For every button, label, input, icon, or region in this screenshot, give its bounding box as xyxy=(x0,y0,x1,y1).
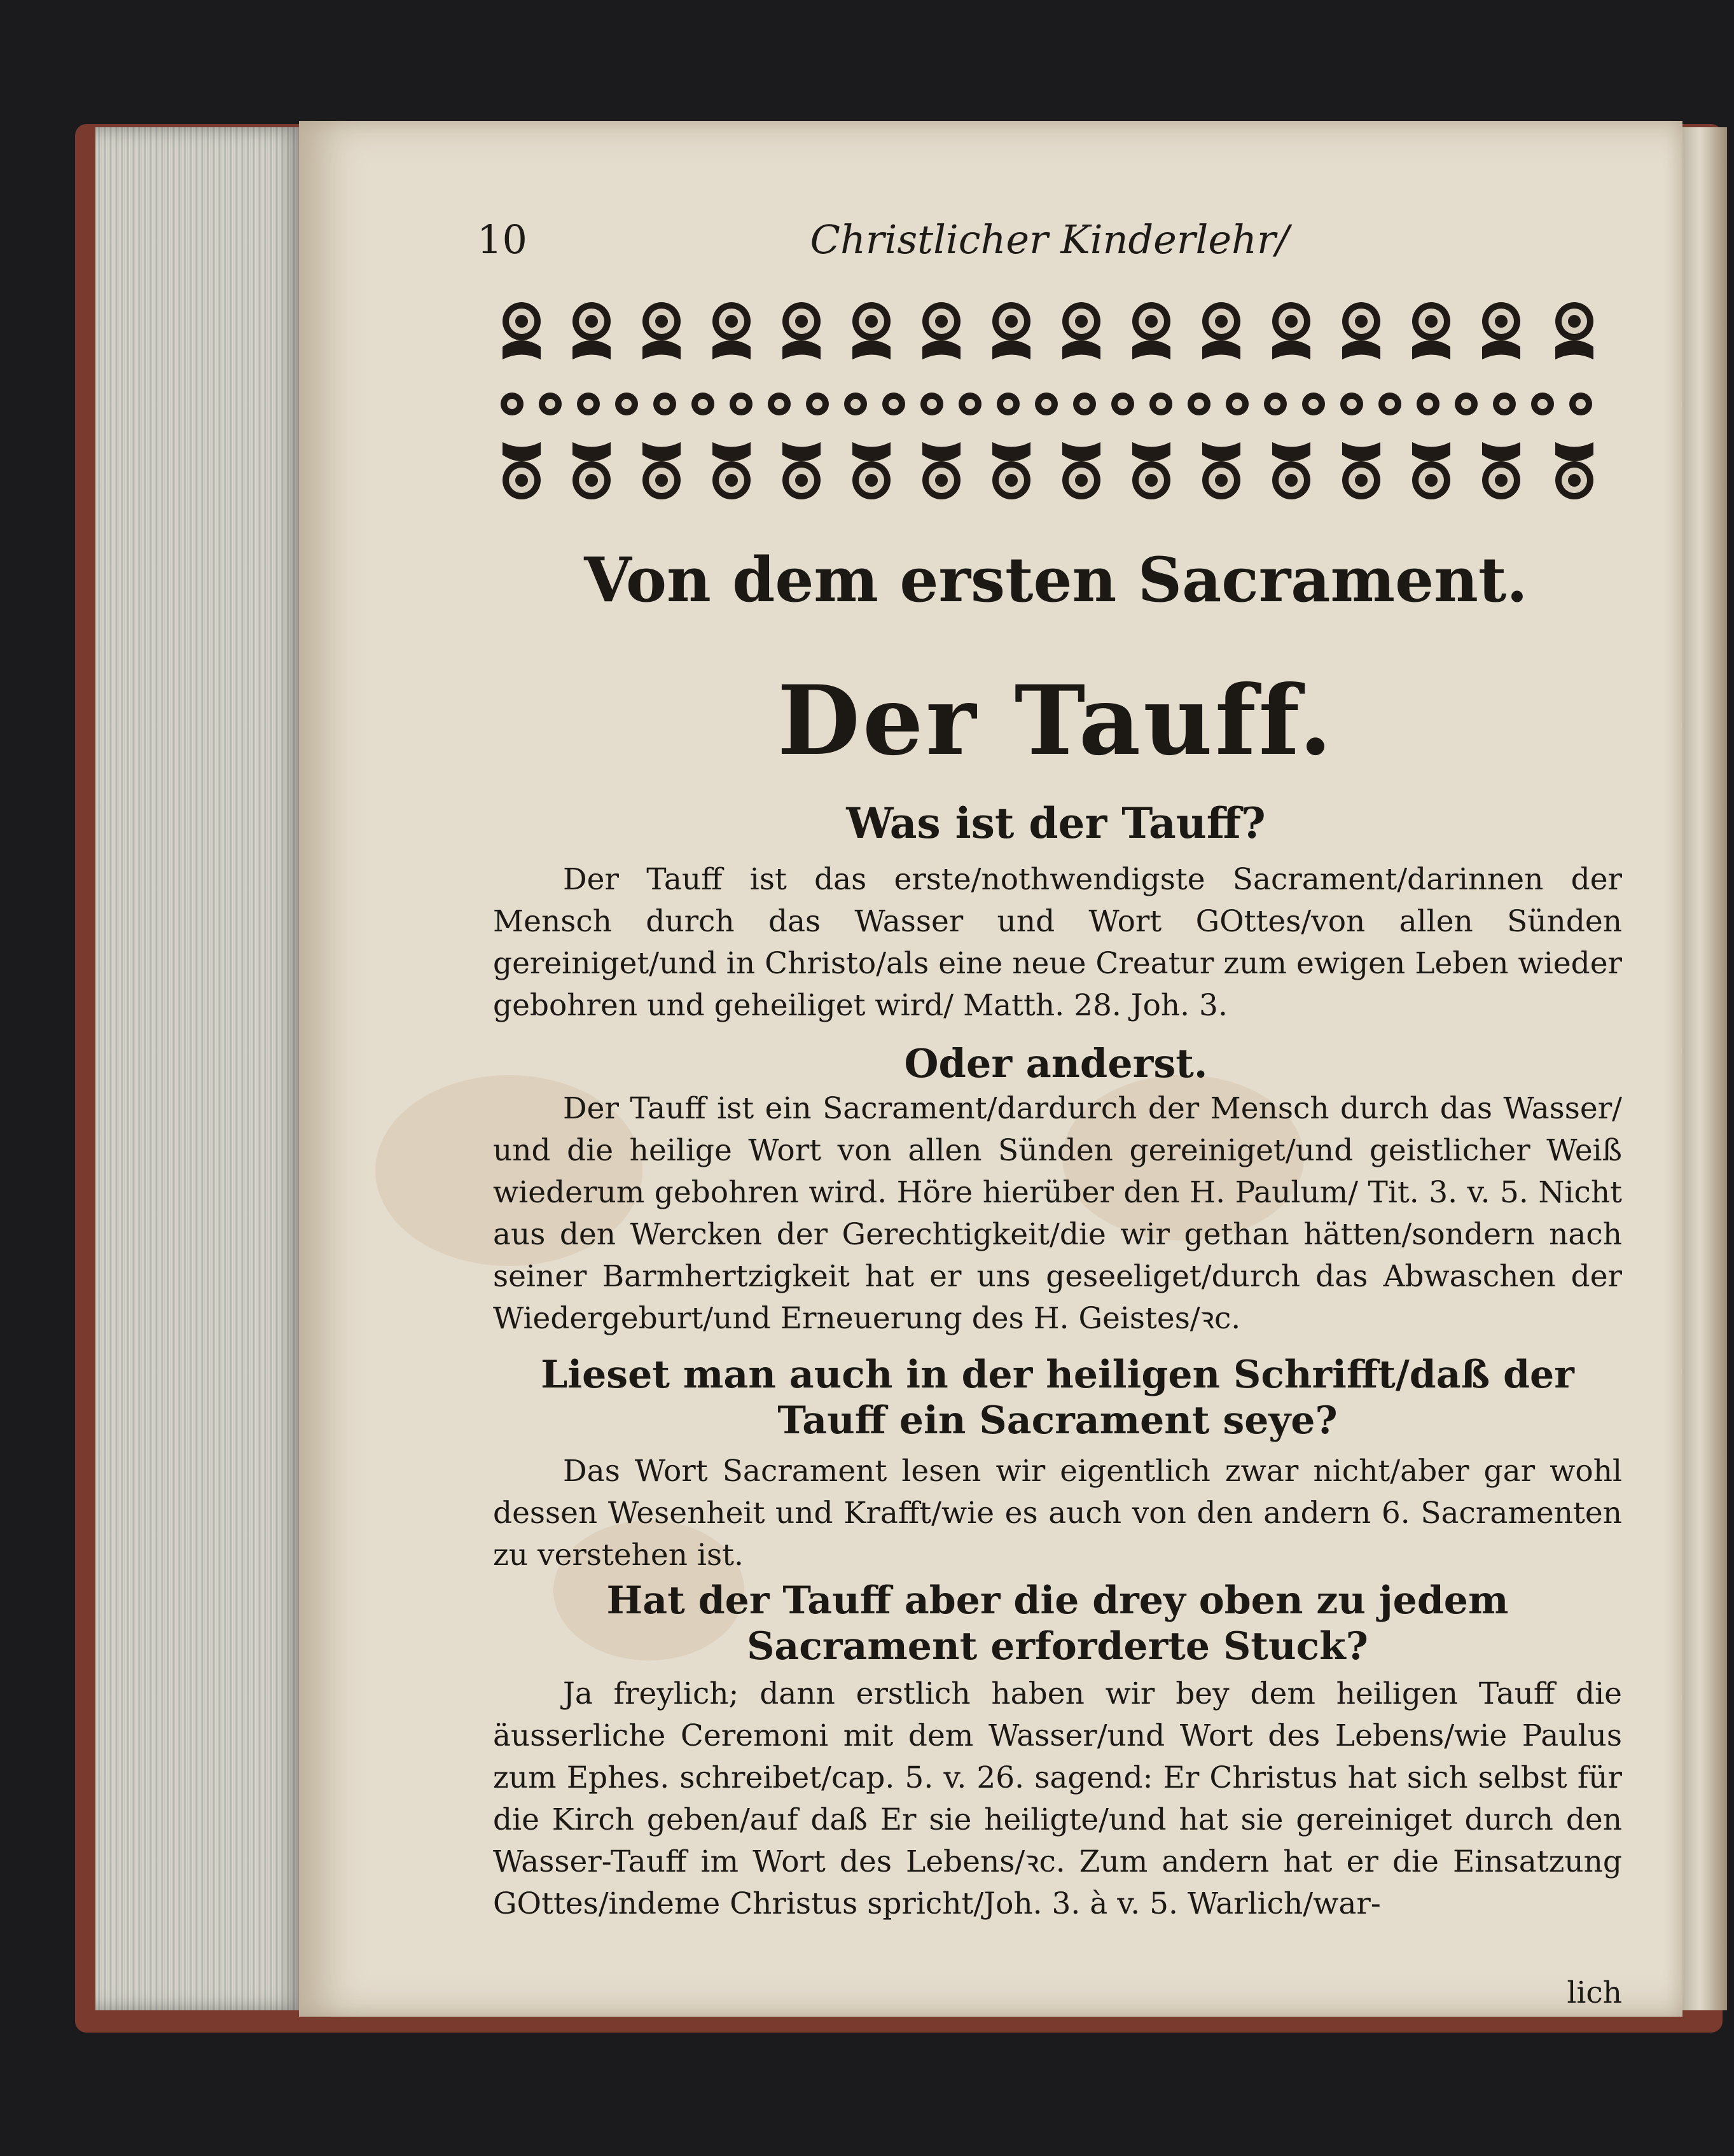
answer-paragraph xyxy=(493,1088,1622,1340)
catchword: lich xyxy=(1567,1975,1622,2010)
answer-paragraph xyxy=(493,1450,1622,1576)
ornament-band xyxy=(493,296,1619,518)
book-page xyxy=(299,121,1682,2017)
page-number: 10 xyxy=(477,216,527,263)
running-title: Christlicher Kinderlehr/ xyxy=(810,216,1289,263)
question-heading: Was ist der Tauff? xyxy=(846,798,1266,848)
answer-text: Ja freylich; dann erstlich haben wir bey dem heiligen Tauff die äusserliche Ceremoni mit dem Wasser/und Wort des Lebens/wie Paulus zum Ephes. schreibet/cap. 5. v. 26. sagend: Er Christus hat sich selbst für die Kirch geben/auf daß Er sie heiligte/und hat sie gereiniget durch den Wasser-Tauff im Wort des Lebens/ꝛc. Zum andern hat er die Einsatzung GOttes/indeme Christus spricht/Joh. 3. à v. 5. Warlich/war- xyxy=(493,1676,1622,1921)
question-heading: Hat der Tauff aber die drey oben zu jedem Sacrament erforderte Stuck? xyxy=(606,1578,1509,1669)
section-title: Von dem ersten Sacrament. xyxy=(584,544,1528,616)
subheading: Oder anderst. xyxy=(904,1040,1208,1087)
question-heading: Lieset man auch in der heiligen Schrifft/daß der Tauff ein Sacrament seye? xyxy=(541,1353,1574,1443)
answer-paragraph xyxy=(493,859,1622,1027)
answer-paragraph xyxy=(493,1673,1622,1925)
answer-text: Der Tauff ist ein Sacrament/dardurch der Mensch durch das Wasser/ und die heilige Wort von allen Sünden gereiniget/und geistlicher Weiß wiederum gebohren wird. Höre hierüber den H. Paulum/ Tit. 3. v. 5. Nicht aus den Wercken der Gerechtigkeit/die wir gethan hätten/sondern nach seiner Barmhertzigkeit hat er uns geseeliget/durch das Abwaschen der Wiedergeburt/und Erneuerung des H. Geistes/ꝛc. xyxy=(493,1091,1622,1336)
page-header xyxy=(477,216,1622,286)
answer-text: Der Tauff ist das erste/nothwendigste Sacrament/darinnen der Mensch durch das Wasser und Wort GOttes/von allen Sünden gereiniget/und in Christo/als eine neue Creatur zum ewigen Leben wieder gebohren und geheiliget wird/ Matth. 28. Joh. 3. xyxy=(493,862,1622,1023)
facing-page-edge xyxy=(1682,127,1727,2010)
answer-text: Das Wort Sacrament lesen wir eigentlich zwar nicht/aber gar wohl dessen Wesenheit und Krafft/wie es auch von den andern 6. Sacramenten zu verstehen ist. xyxy=(493,1454,1622,1573)
main-title: Der Tauff. xyxy=(777,665,1335,777)
page-edges xyxy=(95,127,305,2010)
